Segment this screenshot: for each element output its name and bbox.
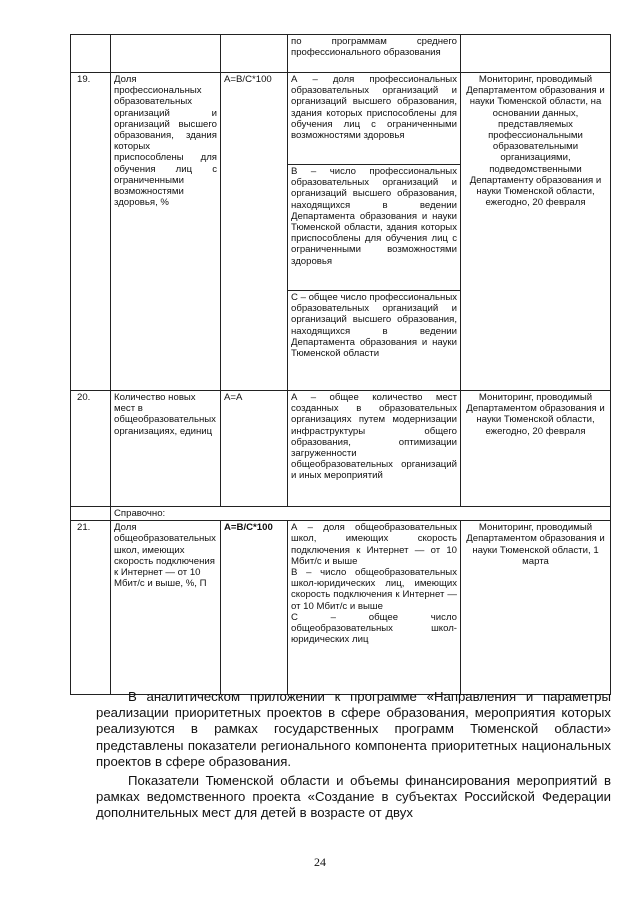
definition-c: С – общее число профессиональных образовательных организаций и организаций высшего образования, находящихся в ведении Департамента образования и науки Тюменской области (288, 291, 461, 391)
definition-cell: по программам среднего профессионального образования (288, 35, 461, 73)
reference-label: Справочно: (111, 507, 611, 521)
cell-empty (111, 35, 221, 73)
definition-a: А – доля профессиональных образовательных организаций и организаций высшего образования, здания которых приспособлены для обучения лиц с ограниченными возможностями здоровья (288, 73, 461, 165)
cell-empty (71, 507, 111, 521)
definitions-cell (288, 521, 461, 695)
page-number: 24 (314, 855, 326, 869)
source-cell: Мониторинг, проводимый Департаментом образования и науки Тюменской области, на основании данных, представляемых профессиональными образовательными организациями, подведомственными Департаменту образования и науки Тюменской области, ежегодно, 20 февраля (461, 73, 611, 391)
indicator-name: Доля общеобразовательных школ, имеющих скорость подключения к Интернет — от 10 Мбит/с и выше, %, П (111, 521, 221, 695)
table-row (71, 73, 611, 165)
indicator-name: Доля профессиональных образовательных организаций и организаций высшего образования, здания которых приспособлены для обучения лиц с ограниченными возможностями здоровья, % (111, 73, 221, 391)
cell-empty (461, 35, 611, 73)
body-paragraph: В аналитическом приложении к программе «Направления и параметры реализации приоритетных проектов в сфере образования, мероприятия которых реализуются в рамках государственных программ Тюменской области» представлены показатели регионального компонента приоритетных национальных проектов в сфере образования. (96, 689, 611, 769)
formula-cell: A=B/C*100 (221, 521, 288, 695)
definition-a: А – общее количество мест созданных в образовательных организациях путем модернизации инфраструктуры общего образования, оптимизации загруженности общеобразовательных организаций и иных мероприятий (288, 391, 461, 507)
table-row (71, 391, 611, 507)
definition-b: В – число общеобразовательных школ-юридических лиц, имеющих скорость подключения к Интернет — от 10 Мбит/с и выше (291, 567, 457, 612)
row-number: 19. (71, 73, 111, 391)
cell-empty (71, 35, 111, 73)
source-cell: Мониторинг, проводимый Департаментом образования и науки Тюменской области, ежегодно, 20 февраля (461, 391, 611, 507)
table-row (71, 507, 611, 521)
cell-empty (221, 35, 288, 73)
source-cell: Мониторинг, проводимый Департаментом образования и науки Тюменской области, 1 марта (461, 521, 611, 695)
indicators-table (70, 34, 611, 695)
definition-b: В – число профессиональных образовательных организаций и организаций высшего образования, находящихся в ведении Департамента образования и науки Тюменской области, здания которых приспособлены для обучения лиц с ограниченными возможностями здоровья (288, 165, 461, 291)
indicator-name: Количество новых мест в общеобразовательных организациях, единиц (111, 391, 221, 507)
formula-cell: A=A (221, 391, 288, 507)
definition-c: С – общее число общеобразовательных школ-юридических лиц (291, 611, 457, 646)
body-paragraph: Показатели Тюменской области и объемы финансирования мероприятий в рамках ведомственного проекта «Создание в субъектах Российской Федерации дополнительных мест для детей в возрасте от двух (96, 773, 611, 821)
table-row (71, 35, 611, 73)
table-row (71, 521, 611, 695)
row-number: 20. (71, 391, 111, 507)
formula-cell: A=B/C*100 (221, 73, 288, 391)
definition-a: А – доля общеобразовательных школ, имеющих скорость подключения к Интернет — от 10 Мбит/с и выше (291, 522, 457, 567)
row-number: 21. (71, 521, 111, 695)
